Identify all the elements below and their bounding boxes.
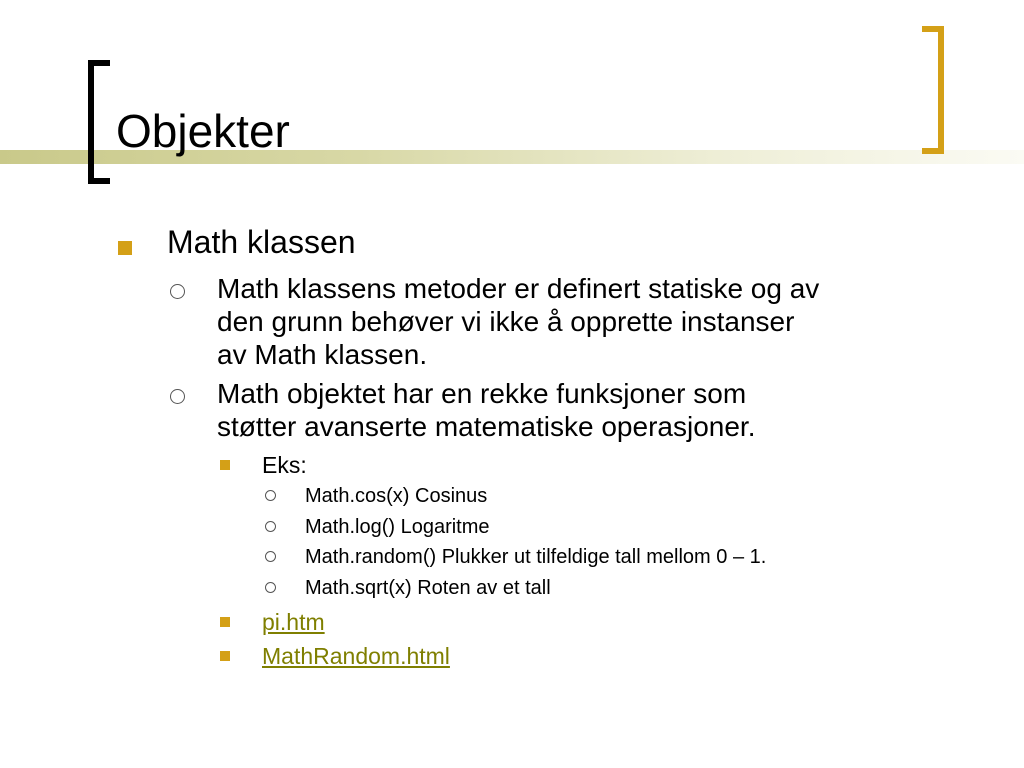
link-mathrandom-html[interactable]: MathRandom.html: [262, 643, 450, 669]
example-item: Math.cos(x) Cosinus: [305, 485, 488, 507]
left-bracket-decoration: [88, 60, 110, 184]
square-bullet-icon: [220, 460, 230, 470]
ring-bullet-icon: [265, 490, 276, 501]
examples-heading: Eks:: [262, 452, 307, 478]
right-bracket-decoration: [922, 26, 944, 154]
ring-bullet-icon: [265, 551, 276, 562]
ring-bullet-icon: [170, 389, 185, 404]
ring-bullet-icon: [265, 582, 276, 593]
paragraph-line: den grunn behøver vi ikke å opprette instanser: [217, 306, 795, 337]
paragraph-line: Math objektet har en rekke funksjoner som: [217, 378, 747, 409]
bullet-math-klassen: Math klassen: [167, 224, 356, 260]
square-bullet-icon: [220, 617, 230, 627]
example-item: Math.log() Logaritme: [305, 516, 490, 538]
ring-bullet-icon: [265, 521, 276, 532]
example-item: Math.random() Plukker ut tilfeldige tall mellom 0 – 1.: [305, 546, 767, 568]
paragraph-line: støtter avanserte matematiske operasjoner.: [217, 411, 756, 442]
square-bullet-icon: [220, 651, 230, 661]
ring-bullet-icon: [170, 284, 185, 299]
example-item: Math.sqrt(x) Roten av et tall: [305, 577, 551, 599]
link-pi-htm[interactable]: pi.htm: [262, 609, 325, 635]
slide-title: Objekter: [116, 105, 290, 157]
paragraph-line: av Math klassen.: [217, 339, 428, 370]
paragraph-line: Math klassens metoder er definert statiske og av: [217, 273, 820, 304]
square-bullet-icon: [118, 241, 132, 255]
